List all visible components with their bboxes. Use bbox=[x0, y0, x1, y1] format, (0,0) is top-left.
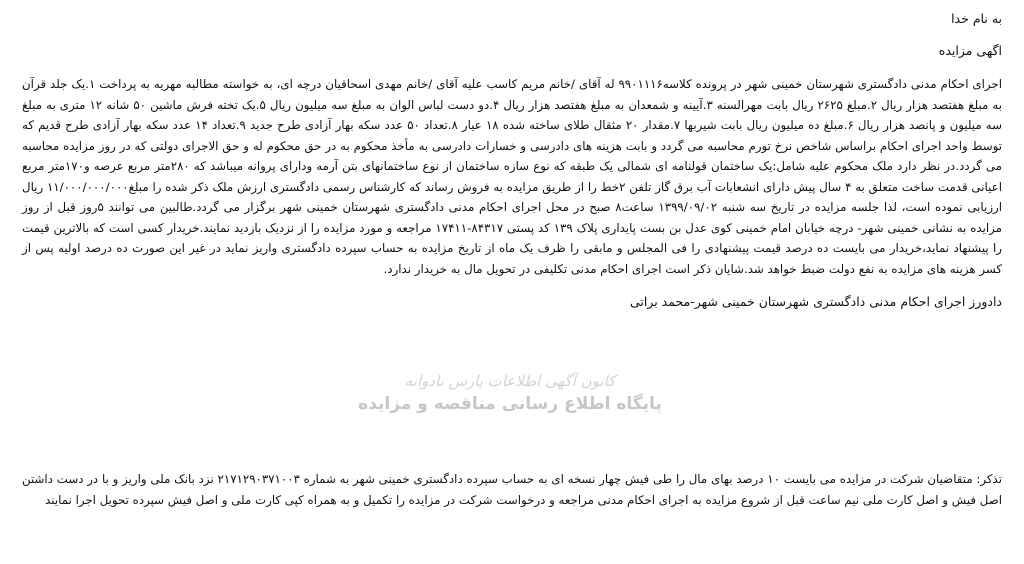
watermark-line-2: پایگاه اطلاع رسانی مناقصه و مزایده bbox=[358, 394, 662, 414]
notice-heading: اگهی مزایده bbox=[938, 43, 1002, 58]
note-paragraph: تذکر: متقاضیان شرکت در مزایده می بایست ۱۰ درصد بهای مال را طی فیش چهار نسخه ای به حساب سپرده دادگستری خمینی شهر به شماره ۲۱۷۱۲۹۰۳۷۱۰۰۳ نزد بانک ملی واریز و با در دست داشتن اصل فیش و اصل کارت ملی نیم ساعت قبل از شروع مزایده به اجرای احکام مدنی مراجعه و درخواست شرکت در مزایده را تکمیل و به همراه کپی کارت ملی و اصل فیش سپرده تحویل اجرا نمایند bbox=[22, 472, 1002, 507]
watermark-line-1: کانون آگهی اطلاعات پارس نادوانه bbox=[404, 372, 616, 390]
notice-body-paragraph: اجرای احکام مدنی دادگستری شهرستان خمینی شهر در پرونده کلاسه۹۹۰۱۱۱۶ له آقای /خانم مریم کاسب علیه آقای /خانم مهدی اسحاقیان درچه ای، به خواسته مطالبه مهریه به پرداخت ۱.یک جلد قرآن به مبلغ هفتصد هزار ریال ۲.مبلغ ۲۶۲۵ ریال بابت مهرالسنه ۳.آیینه و شمعدان به مبلغ هفتصد هزار ریال ۴.دو دست لباس الوان به مبلغ سه میلیون ریال ۵.یک تخته فرش ماشین ۵۰ شانه ۱۲ متری به مبلغ سه میلیون و پانصد هزار ریال ۶.مبلغ ده میلیون ریال بابت شیربها ۷.مقدار ۲۰ مثقال طلای ساخته شده ۱۸ عیار ۸.تعداد ۵۰ عدد سکه بهار آزادی طرح جدید ۹.تعداد ۱۴ عدد سکه بهار آزادی طرح قدیم که توسط واحد اجرای احکام براساس شاخص نرخ تورم محاسبه می گردد و بابت هزینه های دادرسی و خسارات دادرسی به مأخذ محکوم به در حق محکوم له و حق الاجرای دولتی که در روز مزایده محاسبه می گردد.در نظر دارد ملک محکوم علیه شامل:یک ساختمان قولنامه ای شمالی یک طبقه که نوع سازه ساختمان از نوع ساختمانهای بتن آرمه ودارای پروانه میباشد که ۲۸۰متر مربع عرصه و۱۷۰متر مربع اعیانی قدمت ساخت متعلق به ۴ سال پیش دارای انشعابات آب برق گاز تلفن ۲خط را از طریق مزایده به فروش رساند که کارشناس رسمی دادگستری ارزش ملک ذکر شده را مبلغ۱۱/۰۰۰/۰۰۰/۰۰۰ ریال ارزیابی نموده است، لذا جلسه مزایده در تاریخ سه شنبه ۱۳۹۹/۰۹/۰۲ ساعت۸ صبح در محل اجرای احکام مدنی دادگستری شهرستان خمینی شهر برگزار می گردد.طالبین می توانند ۵روز قبل از روز مزایده به نشانی خمینی شهر- درچه خیابان امام خمینی کوی عدل بن بست پایداری پلاک ۱۳۹ کد پستی ۸۴۳۱۷-۱۷۴۱۱ مراجعه و مورد مزایده را از نزدیک بازدید نمایند.خریدار کسی است که بالاترین قیمت را پیشنهاد نماید،خریدار می بایست ده درصد قیمت پیشنهادی را فی المجلس و مابقی را ظرف یک ماه از تاریخ مزایده به حساب سپرده دادگستری واریز نماید در غیر این صورت ده درصد اولیه پس از کسر هزینه های مزایده به نفع دولت ضبط خواهد شد.شایان ذکر است اجرای احکام مدنی تکلیفی در تحویل مال به خریدار ندارد. bbox=[22, 77, 1003, 276]
invocation-line: به نام خدا bbox=[951, 11, 1002, 26]
signature-line: دادورز اجرای احکام مدنی دادگستری شهرستان خمینی شهر-محمد براتی bbox=[629, 294, 1002, 309]
